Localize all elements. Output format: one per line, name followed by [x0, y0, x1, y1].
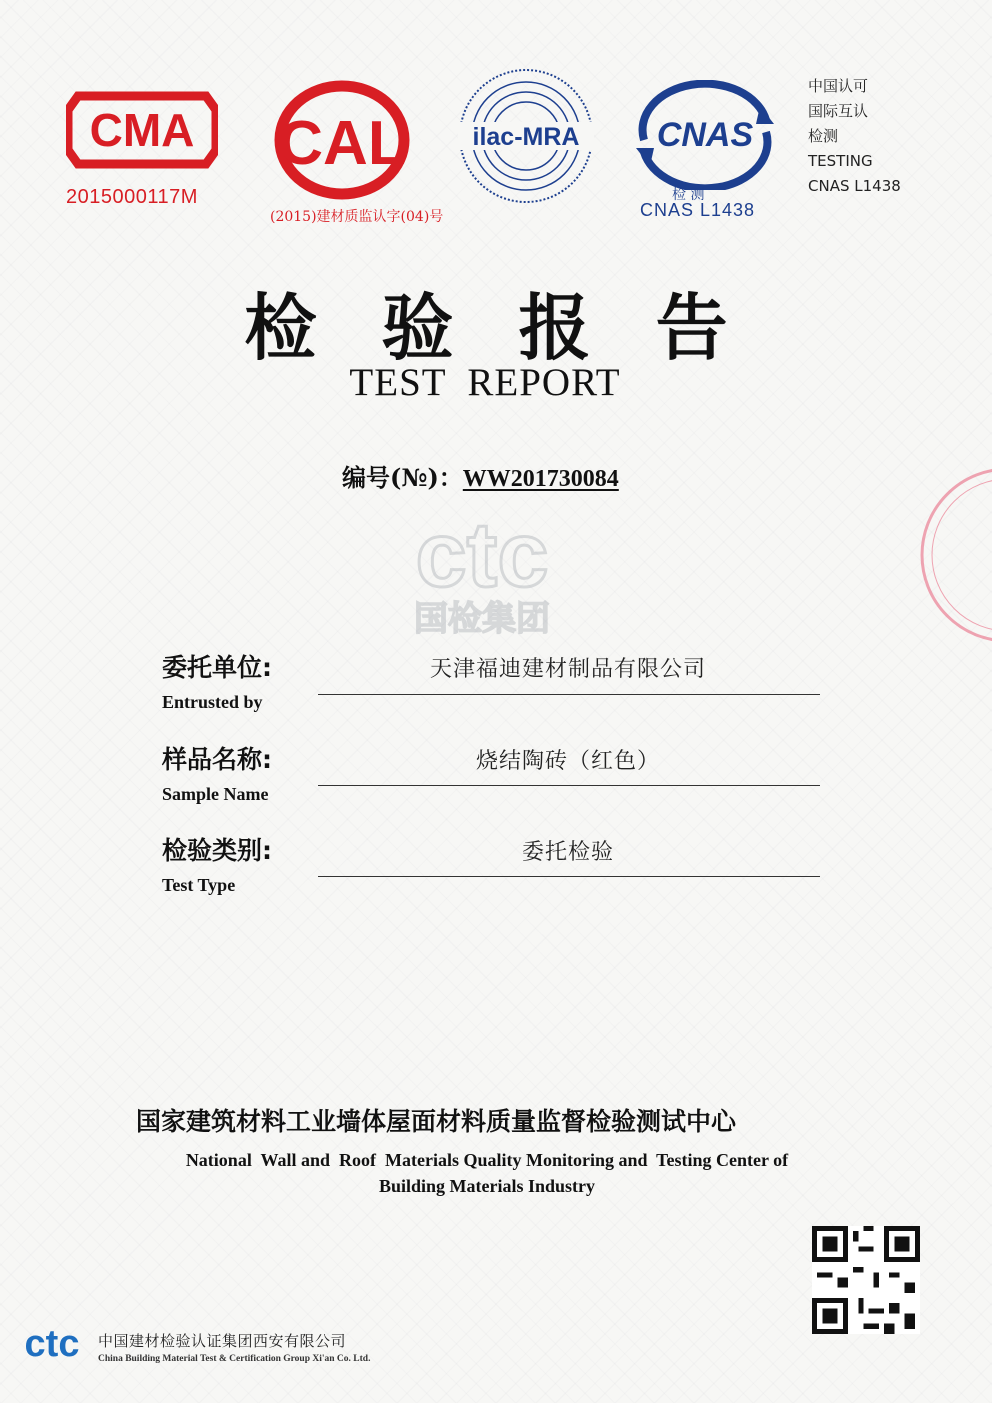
cert-line: 国际互认	[808, 102, 869, 120]
organization-en-line: Building Materials Industry	[378, 1176, 596, 1196]
field-value-test-type: 委托检验	[521, 840, 614, 865]
cal-caption: (2015)建材质监认字(04)号	[270, 209, 444, 225]
cnas-caption-code: CNAS L1438	[640, 200, 756, 220]
field-label-en: Test Type	[162, 875, 236, 895]
cma-number: 2015000117M	[66, 186, 198, 208]
field-label-cn: 样品名称:	[162, 745, 272, 774]
ctc-logo-letters: ctc	[24, 1323, 80, 1365]
organization-en-line: National Wall and Roof Materials Quality Monitoring and Testing Center of	[185, 1150, 789, 1170]
field-value-entrusted-by: 天津福迪建材制品有限公司	[429, 657, 706, 682]
footer-ctc-logo	[20, 1322, 84, 1366]
qr-code-image	[812, 1226, 920, 1334]
ilac-emblem	[456, 66, 596, 206]
field-label-cn: 委托单位:	[162, 653, 272, 682]
red-stamp	[918, 460, 992, 650]
report-number-label: 编号(№)：	[342, 463, 463, 492]
cma-logo	[66, 90, 218, 170]
report-title-cn: 检 验 报 告	[244, 285, 728, 370]
report-title-en: TEST REPORT	[349, 361, 621, 404]
ilac-letters: ilac-MRA	[472, 123, 580, 151]
cal-emblem	[272, 80, 412, 200]
field-label-cn: 检验类别:	[162, 836, 272, 865]
organization-name-cn: 国家建筑材料工业墙体屋面材料质量监督检验测试中心	[136, 1107, 737, 1136]
report-number-row	[342, 458, 619, 493]
cnas-caption-cn: 检 测	[672, 187, 705, 203]
report-number-value: WW201730084	[462, 466, 619, 492]
cert-line: CNAS L1438	[808, 177, 901, 195]
cma-emblem	[66, 90, 218, 170]
field-value-sample-name: 烧结陶砖（红色）	[475, 749, 660, 774]
field-sample-name	[162, 740, 272, 805]
field-underline	[318, 785, 820, 786]
footer-company-cn: 中国建材检验认证集团西安有限公司	[98, 1332, 347, 1350]
cert-line: 检测	[808, 127, 839, 145]
ctc-logo	[20, 1322, 84, 1366]
ctc-watermark-name: 国检集团	[414, 599, 550, 638]
ctc-watermark-logo	[392, 508, 572, 638]
ilac-logo	[456, 66, 596, 206]
ctc-watermark-letters: ctc	[415, 508, 549, 606]
cnas-logo	[632, 80, 778, 190]
cert-line: 中国认可	[808, 77, 869, 95]
cnas-emblem	[632, 80, 778, 190]
cal-logo	[272, 80, 412, 200]
footer-company-en: China Building Material Test & Certification Group Xi'an Co. Ltd.	[98, 1354, 371, 1364]
field-entrusted-by	[162, 648, 272, 713]
cert-line: TESTING	[808, 152, 873, 170]
qr-code	[812, 1226, 920, 1334]
cma-letters: CMA	[89, 104, 195, 156]
stamp-emblem	[918, 460, 992, 650]
ctc-watermark	[392, 508, 572, 638]
certification-text	[808, 74, 901, 199]
field-test-type	[162, 831, 272, 896]
organization-name-en	[137, 1147, 837, 1199]
field-label-en: Sample Name	[162, 784, 269, 804]
cnas-letters: CNAS	[656, 116, 754, 154]
field-label-en: Entrusted by	[162, 692, 263, 712]
cal-letters: CAL	[278, 109, 406, 178]
field-underline	[318, 694, 820, 695]
field-underline	[318, 876, 820, 877]
